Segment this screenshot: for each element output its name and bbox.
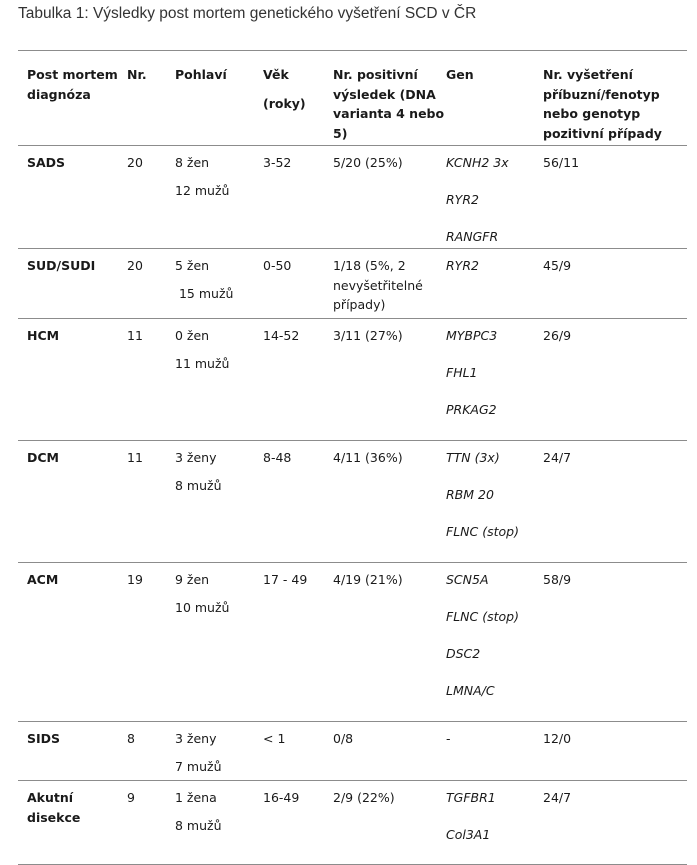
cell-relatives: 56/11 xyxy=(543,155,580,170)
cell-relatives: 58/9 xyxy=(543,572,572,587)
header-sex: Pohlaví xyxy=(175,67,227,82)
cell-genes xyxy=(446,448,542,559)
sex-women: 5 žen xyxy=(175,258,210,273)
gene-item: TTN (3x) xyxy=(446,450,500,465)
cell-sex xyxy=(175,153,259,209)
cell-diagnosis: HCM xyxy=(27,328,60,343)
cell-positive: 2/9 (22%) xyxy=(333,790,395,805)
gene-item: Col3A1 xyxy=(446,827,491,842)
table-row xyxy=(18,563,687,722)
gene-item: MYBPC3 xyxy=(446,328,498,343)
cell-age: 8-48 xyxy=(263,450,292,465)
table-row xyxy=(18,319,687,441)
header-nr: Nr. xyxy=(127,67,147,82)
header-age-unit: (roky) xyxy=(263,95,306,111)
gene-item: RYR2 xyxy=(446,192,479,207)
gene-item: RBM 20 xyxy=(446,487,494,502)
cell-diagnosis: Akutní disekce xyxy=(27,790,81,825)
gene-item: PRKAG2 xyxy=(446,402,497,417)
table-caption: Tabulka 1: Výsledky post mortem genetického vyšetření SCD v ČR xyxy=(18,5,477,22)
cell-relatives: 24/7 xyxy=(543,790,572,805)
gene-item: TGFBR1 xyxy=(446,790,496,805)
cell-nr: 20 xyxy=(127,258,143,273)
cell-sex xyxy=(175,788,259,844)
cell-age: 0-50 xyxy=(263,258,292,273)
cell-nr: 11 xyxy=(127,328,143,343)
sex-men: 8 mužů xyxy=(175,478,222,493)
cell-genes: - xyxy=(446,731,451,746)
gene-item: FLNC (stop) xyxy=(446,524,519,539)
table-header-row xyxy=(18,51,687,146)
cell-diagnosis: SIDS xyxy=(27,731,61,746)
sex-women: 3 ženy xyxy=(175,450,217,465)
header-diagnosis: Post mortem diagnóza xyxy=(27,67,118,102)
gene-item: SCN5A xyxy=(446,572,489,587)
cell-relatives: 45/9 xyxy=(543,258,572,273)
cell-diagnosis: ACM xyxy=(27,572,59,587)
header-relatives: Nr. vyšetření příbuzní/fenotyp nebo genotyp pozitivní případy xyxy=(543,67,662,141)
cell-sex xyxy=(175,729,259,785)
sex-women: 3 ženy xyxy=(175,731,217,746)
cell-nr: 11 xyxy=(127,450,143,465)
cell-age: 16-49 xyxy=(263,790,300,805)
gene-item: FLNC (stop) xyxy=(446,609,519,624)
cell-positive: 1/18 (5%, 2 nevyšetřitelné případy) xyxy=(333,258,423,312)
gene-item: LMNA/C xyxy=(446,683,495,698)
table-row xyxy=(18,249,687,319)
header-gene: Gen xyxy=(446,67,474,82)
gene-item: FHL1 xyxy=(446,365,478,380)
cell-sex xyxy=(175,570,259,626)
cell-genes xyxy=(446,153,542,264)
table-row xyxy=(18,722,687,781)
sex-women: 1 žena xyxy=(175,790,217,805)
cell-genes xyxy=(446,326,542,437)
cell-sex xyxy=(175,448,259,504)
cell-sex xyxy=(175,326,259,382)
cell-positive: 4/11 (36%) xyxy=(333,450,403,465)
sex-men: 7 mužů xyxy=(175,759,222,774)
gene-item: RYR2 xyxy=(446,258,479,273)
sex-men: 11 mužů xyxy=(175,356,230,371)
header-age-label: Věk xyxy=(263,67,289,82)
gene-item: RANGFR xyxy=(446,229,499,244)
cell-diagnosis: SUD/SUDI xyxy=(27,258,96,273)
sex-men: 12 mužů xyxy=(175,183,230,198)
sex-men: 8 mužů xyxy=(175,818,222,833)
cell-diagnosis: DCM xyxy=(27,450,59,465)
cell-genes xyxy=(446,256,542,293)
gene-item: KCNH2 3x xyxy=(446,155,509,170)
sex-women: 0 žen xyxy=(175,328,210,343)
cell-diagnosis: SADS xyxy=(27,155,66,170)
cell-nr: 9 xyxy=(127,790,135,805)
cell-nr: 8 xyxy=(127,731,135,746)
sex-men: 10 mužů xyxy=(175,600,230,615)
cell-age: 17 - 49 xyxy=(263,572,308,587)
table-row xyxy=(18,441,687,563)
sex-men: 15 mužů xyxy=(175,286,234,301)
cell-relatives: 24/7 xyxy=(543,450,572,465)
header-positive: Nr. positivní výsledek (DNA varianta 4 nebo 5) xyxy=(333,67,445,141)
table-row xyxy=(18,146,687,249)
cell-genes xyxy=(446,788,542,862)
cell-positive: 5/20 (25%) xyxy=(333,155,403,170)
cell-nr: 20 xyxy=(127,155,143,170)
header-age xyxy=(263,65,331,113)
gene-item: DSC2 xyxy=(446,646,481,661)
cell-sex xyxy=(175,256,259,312)
cell-age: 3-52 xyxy=(263,155,292,170)
sex-women: 9 žen xyxy=(175,572,210,587)
cell-age: 14-52 xyxy=(263,328,300,343)
cell-relatives: 26/9 xyxy=(543,328,572,343)
results-table xyxy=(18,50,687,865)
cell-positive: 4/19 (21%) xyxy=(333,572,403,587)
sex-women: 8 žen xyxy=(175,155,210,170)
cell-age: < 1 xyxy=(263,731,286,746)
cell-positive: 3/11 (27%) xyxy=(333,328,403,343)
cell-relatives: 12/0 xyxy=(543,731,572,746)
table-row xyxy=(18,781,687,865)
cell-genes xyxy=(446,570,542,718)
cell-nr: 19 xyxy=(127,572,143,587)
cell-positive: 0/8 xyxy=(333,731,354,746)
